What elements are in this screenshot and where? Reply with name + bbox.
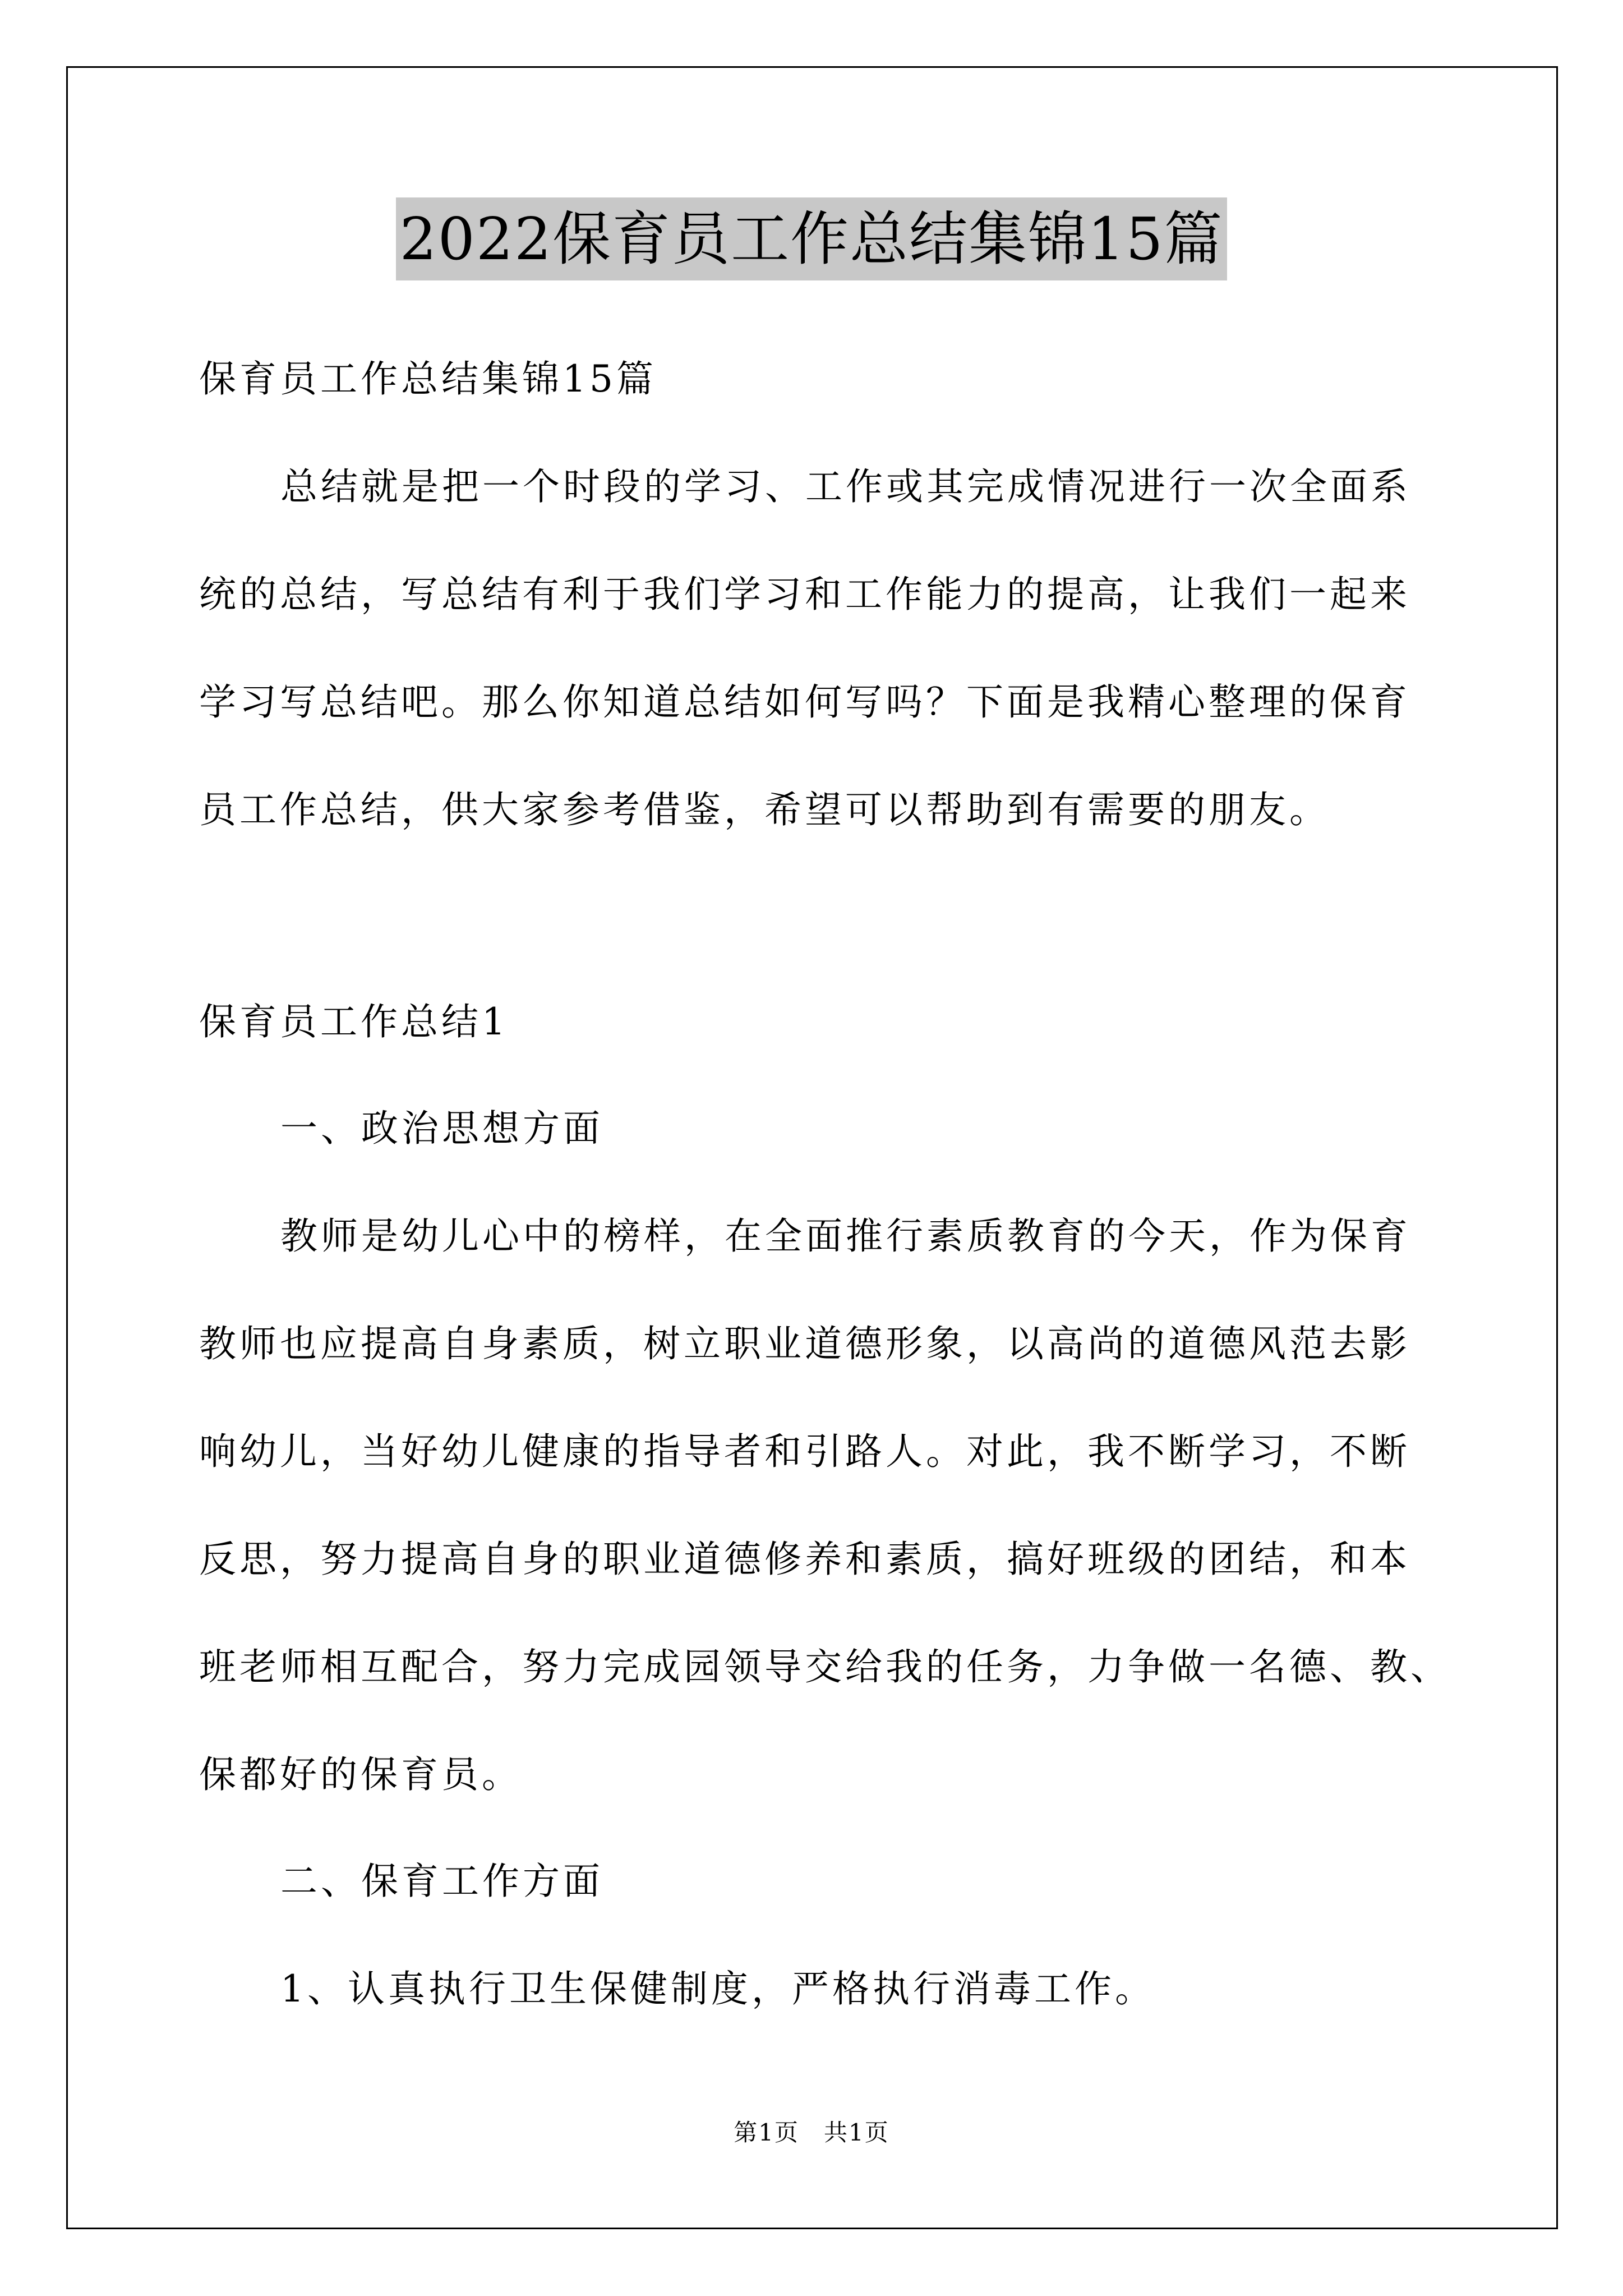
part1-line-1: 教师是幼儿心中的榜样，在全面推行素质教育的今天，作为保育	[280, 1214, 1411, 1258]
intro-line-4: 员工作总结，供大家参考借鉴，希望可以帮助到有需要的朋友。	[199, 788, 1330, 831]
intro-line-2: 统的总结，写总结有利于我们学习和工作能力的提高，让我们一起来	[199, 573, 1410, 616]
intro-line-1: 总结就是把一个时段的学习、工作或其完成情况进行一次全面系	[280, 465, 1411, 508]
part1-line-2: 教师也应提高自身素质，树立职业道德形象，以高尚的道德风范去影	[199, 1322, 1410, 1365]
part1-line-4: 反思，努力提高自身的职业道德修养和素质，搞好班级的团结，和本	[199, 1538, 1410, 1581]
title-container	[0, 197, 1623, 280]
document-subtitle: 保育员工作总结集锦15篇	[199, 357, 657, 401]
part2-item-1: 1、认真执行卫生保健制度，严格执行消毒工作。	[280, 1967, 1155, 2010]
part1-heading: 一、政治思想方面	[280, 1107, 603, 1150]
part1-line-3: 响幼儿，当好幼儿健康的指导者和引路人。对此，我不断学习，不断	[199, 1430, 1410, 1473]
part2-heading: 二、保育工作方面	[280, 1860, 603, 1903]
section-heading-1: 保育员工作总结1	[199, 1000, 509, 1043]
part1-line-6: 保都好的保育员。	[199, 1753, 522, 1796]
intro-line-3: 学习写总结吧。那么你知道总结如何写吗？下面是我精心整理的保育	[199, 680, 1410, 724]
part1-line-5: 班老师相互配合，努力完成园领导交给我的任务，力争做一名德、教、	[199, 1645, 1451, 1688]
document-title: 2022保育员工作总结集锦15篇	[396, 197, 1227, 280]
page-number-footer: 第1页 共1页	[734, 2119, 889, 2146]
